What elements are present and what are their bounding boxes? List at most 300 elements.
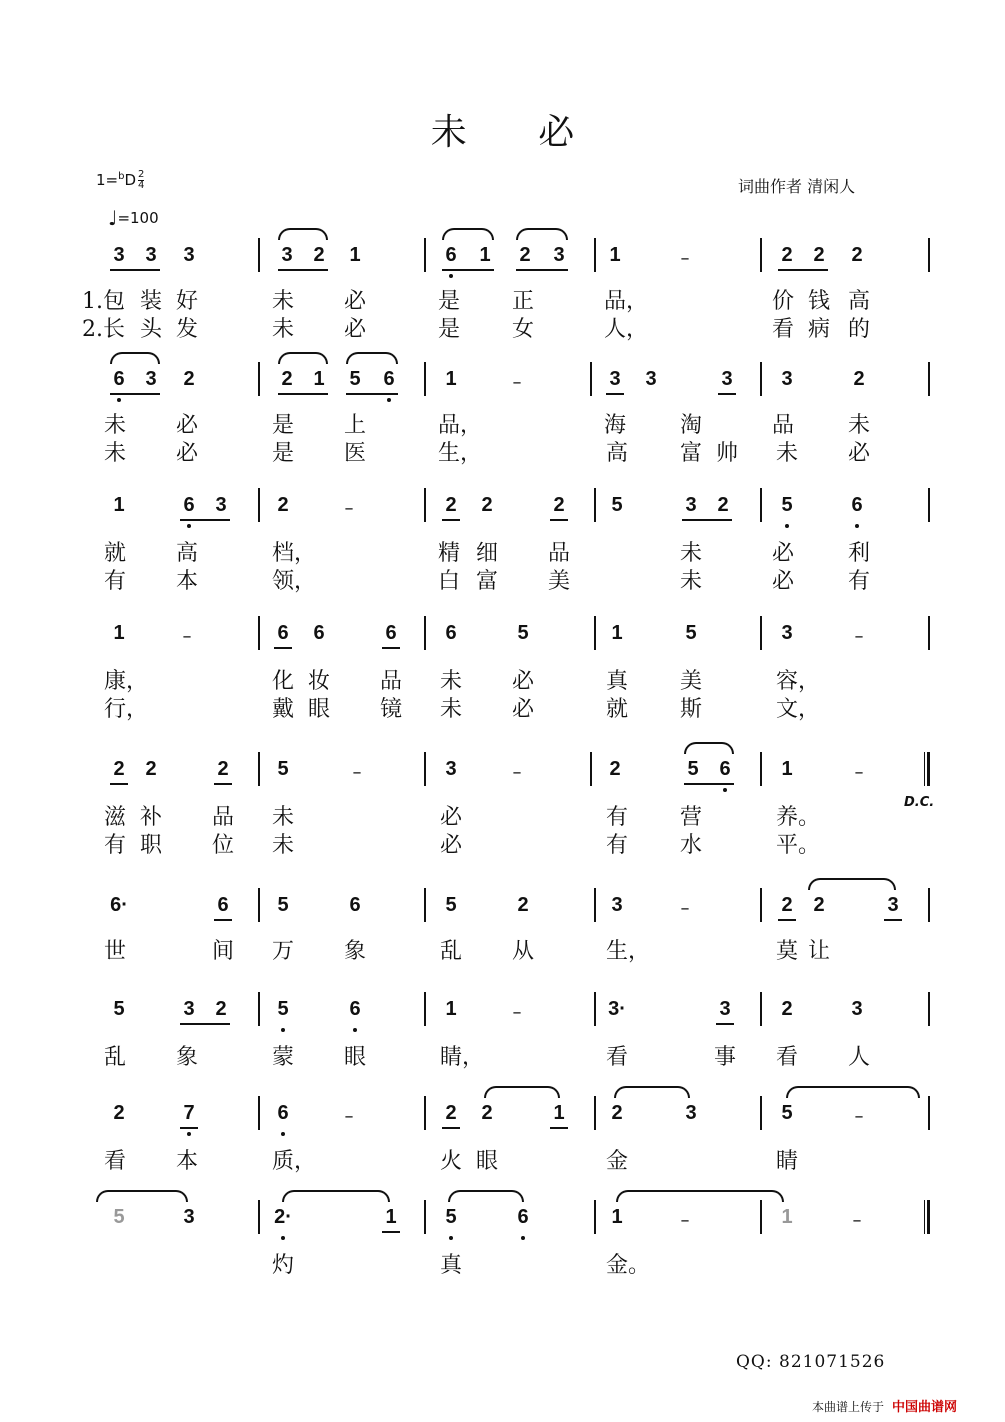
- bar-line: [594, 616, 596, 650]
- note: 2: [781, 894, 793, 916]
- sustain-dash: –: [680, 1210, 690, 1231]
- note: 6: [313, 622, 325, 644]
- bar-line: [760, 1096, 762, 1130]
- beam-underline: [110, 269, 160, 271]
- lyric-verse-1: 看: [104, 1149, 127, 1174]
- time-signature: [138, 170, 144, 191]
- beam-underline: [682, 519, 732, 521]
- lyric-verse-1: 未: [680, 541, 703, 566]
- octave-dot: [449, 1236, 453, 1240]
- bar-line: [424, 362, 426, 396]
- lyric-verse-1: 眼: [476, 1149, 499, 1174]
- lyric-verse-2: 看: [772, 317, 795, 342]
- beam-underline: [214, 919, 232, 921]
- note: 5: [781, 1102, 793, 1124]
- lyric-verse-1: 必: [344, 289, 367, 314]
- lyric-verse-1: 必: [176, 413, 199, 438]
- note: 6: [383, 368, 395, 390]
- note: 1: [781, 758, 793, 780]
- bar-line: [258, 488, 260, 522]
- note: 3·: [608, 998, 626, 1020]
- bar-line: [594, 1096, 596, 1130]
- final-bar-line: [924, 1200, 930, 1234]
- lyric-verse-1: 有: [606, 805, 629, 830]
- lyric-verse-1: 品: [212, 805, 235, 830]
- bar-line: [928, 238, 930, 272]
- lyric-verse-1: 金: [606, 1149, 629, 1174]
- note: 6: [217, 894, 229, 916]
- note: 1: [385, 1206, 397, 1228]
- key-prefix: 1=: [96, 171, 119, 189]
- note: 5: [113, 998, 125, 1020]
- lyric-verse-1: 高: [176, 541, 199, 566]
- flat-sign: b: [118, 171, 125, 182]
- note: 6: [349, 894, 361, 916]
- bar-line: [760, 488, 762, 522]
- note: 2: [813, 244, 825, 266]
- note: 2: [215, 998, 227, 1020]
- note: 6·: [110, 894, 128, 916]
- beam-underline: [180, 519, 230, 521]
- author-credit: 词曲作者 清闲人: [738, 177, 856, 196]
- lyric-verse-1: 象: [344, 939, 367, 964]
- beam-underline: [346, 393, 398, 395]
- lyric-verse-1: 价: [772, 289, 795, 314]
- note: 3: [851, 998, 863, 1020]
- note: 2: [553, 494, 565, 516]
- lyric-verse-1: 象: [176, 1045, 199, 1070]
- lyric-verse-2: 职: [140, 833, 163, 858]
- lyric-verse-1: 质，: [272, 1149, 317, 1174]
- lyric-verse-1: 细: [476, 541, 499, 566]
- note: 5: [445, 1206, 457, 1228]
- note: 1: [611, 622, 623, 644]
- bar-line: [424, 238, 426, 272]
- note: 1: [113, 622, 125, 644]
- quarter-note-icon: ♩: [108, 206, 118, 230]
- lyric-verse-1: 品: [380, 669, 403, 694]
- note: 1: [445, 998, 457, 1020]
- lyric-verse-2: 斯: [680, 697, 703, 722]
- note: 3: [445, 758, 457, 780]
- lyric-verse-1: 是: [272, 413, 295, 438]
- note: 3: [719, 998, 731, 1020]
- lyric-verse-2: 未: [440, 697, 463, 722]
- lyric-verse-2: 必: [848, 441, 871, 466]
- lyric-verse-2: 有: [104, 569, 127, 594]
- lyric-verse-1: 1.包: [82, 289, 125, 314]
- lyric-verse-2: 的: [848, 317, 871, 342]
- time-top: 2: [138, 169, 145, 180]
- note: 2: [281, 368, 293, 390]
- slur-arc: [110, 352, 160, 364]
- note: 5: [445, 894, 457, 916]
- lyric-verse-1: 火: [440, 1149, 463, 1174]
- bar-line: [760, 888, 762, 922]
- beam-underline: [180, 1127, 198, 1129]
- note: 5: [113, 1206, 125, 1228]
- beam-underline: [274, 647, 292, 649]
- lyric-verse-2: 本: [176, 569, 199, 594]
- note: 2: [517, 894, 529, 916]
- lyric-verse-2: 有: [104, 833, 127, 858]
- note: 2: [481, 1102, 493, 1124]
- final-bar-line: [924, 752, 930, 786]
- bar-line: [594, 992, 596, 1026]
- bar-line: [928, 488, 930, 522]
- note: 2: [277, 494, 289, 516]
- lyric-verse-2: 富: [476, 569, 499, 594]
- lyric-verse-2: 人，: [604, 317, 649, 342]
- lyric-verse-1: 真: [440, 1253, 463, 1278]
- note: 6: [445, 244, 457, 266]
- note: 7: [183, 1102, 195, 1124]
- lyric-verse-2: 女: [512, 317, 535, 342]
- lyric-verse-1: 妆: [308, 669, 331, 694]
- sustain-dash: –: [344, 498, 354, 519]
- bar-line: [594, 488, 596, 522]
- beam-underline: [684, 783, 734, 785]
- beam-underline: [606, 393, 624, 395]
- tempo-marking: [108, 204, 159, 228]
- lyric-verse-1: 品，: [438, 413, 483, 438]
- note: 2: [183, 368, 195, 390]
- slur-arc: [448, 1190, 524, 1202]
- lyric-verse-1: 装: [140, 289, 163, 314]
- bar-line: [258, 1200, 260, 1234]
- octave-dot: [281, 1236, 285, 1240]
- lyric-verse-1: 化: [272, 669, 295, 694]
- bar-line: [590, 362, 592, 396]
- note: 5: [277, 894, 289, 916]
- note: 2·: [274, 1206, 292, 1228]
- octave-dot: [281, 1028, 285, 1032]
- bar-line: [258, 752, 260, 786]
- lyric-verse-1: 世: [104, 939, 127, 964]
- bar-line: [258, 992, 260, 1026]
- lyric-verse-2: 高: [606, 441, 629, 466]
- note: 3: [145, 244, 157, 266]
- bar-line: [760, 362, 762, 396]
- note: 6: [385, 622, 397, 644]
- note: 6: [277, 622, 289, 644]
- sustain-dash: –: [854, 626, 864, 647]
- lyric-verse-1: 金。: [606, 1253, 651, 1278]
- lyric-verse-1: 就: [104, 541, 127, 566]
- bar-line: [760, 1200, 762, 1234]
- bar-line: [258, 888, 260, 922]
- note: 1: [113, 494, 125, 516]
- lyric-verse-1: 人: [848, 1045, 871, 1070]
- lyric-verse-1: 钱: [808, 289, 831, 314]
- bar-line: [424, 888, 426, 922]
- note: 1: [445, 368, 457, 390]
- lyric-verse-2: 必: [344, 317, 367, 342]
- lyric-verse-1: 事: [714, 1045, 737, 1070]
- lyric-verse-1: 间: [212, 939, 235, 964]
- bar-line: [258, 362, 260, 396]
- lyric-verse-2: 行，: [104, 697, 149, 722]
- lyric-verse-1: 看: [606, 1045, 629, 1070]
- da-capo-marking: D.C.: [904, 795, 935, 810]
- bar-line: [928, 616, 930, 650]
- bar-line: [760, 616, 762, 650]
- beam-underline: [442, 1127, 460, 1129]
- lyric-verse-1: 从: [512, 939, 535, 964]
- lyric-verse-2: 未: [272, 317, 295, 342]
- octave-dot: [387, 398, 391, 402]
- note: 3: [645, 368, 657, 390]
- note: 6: [113, 368, 125, 390]
- note: 2: [781, 244, 793, 266]
- note: 5: [277, 998, 289, 1020]
- lyric-verse-1: 精: [438, 541, 461, 566]
- note: 1: [479, 244, 491, 266]
- beam-underline: [278, 269, 328, 271]
- qq-contact: QQ: 821071526: [736, 1352, 886, 1372]
- note: 2: [717, 494, 729, 516]
- beam-underline: [442, 519, 460, 521]
- note: 6: [445, 622, 457, 644]
- beam-underline: [180, 1023, 230, 1025]
- bar-line: [928, 362, 930, 396]
- sustain-dash: –: [512, 372, 522, 393]
- note: 2: [217, 758, 229, 780]
- slur-arc: [484, 1086, 560, 1098]
- slur-arc: [96, 1190, 188, 1202]
- lyric-verse-1: 睛，: [440, 1045, 485, 1070]
- note: 3: [215, 494, 227, 516]
- lyric-verse-2: 水: [680, 833, 703, 858]
- note: 3: [611, 894, 623, 916]
- lyric-verse-1: 必: [512, 669, 535, 694]
- lyric-verse-2: 未: [776, 441, 799, 466]
- note: 6: [851, 494, 863, 516]
- bar-line: [760, 752, 762, 786]
- lyric-verse-1: 补: [140, 805, 163, 830]
- lyric-verse-2: 医: [344, 441, 367, 466]
- note: 5: [685, 622, 697, 644]
- note: 3: [609, 368, 621, 390]
- octave-dot: [723, 788, 727, 792]
- lyric-verse-2: 文，: [776, 697, 821, 722]
- note: 3: [781, 368, 793, 390]
- lyric-verse-2: 就: [606, 697, 629, 722]
- octave-dot: [521, 1236, 525, 1240]
- note: 3: [781, 622, 793, 644]
- bar-line: [424, 992, 426, 1026]
- lyric-verse-1: 是: [438, 289, 461, 314]
- bar-line: [594, 1200, 596, 1234]
- octave-dot: [187, 1132, 191, 1136]
- beam-underline: [778, 919, 796, 921]
- note: 2: [609, 758, 621, 780]
- bar-line: [258, 616, 260, 650]
- lyric-verse-1: 康，: [104, 669, 149, 694]
- bar-line: [594, 238, 596, 272]
- note: 2: [113, 758, 125, 780]
- bar-line: [424, 488, 426, 522]
- lyric-verse-1: 淘: [680, 413, 703, 438]
- note: 1: [611, 1206, 623, 1228]
- lyric-verse-1: 未: [272, 805, 295, 830]
- bar-line: [590, 752, 592, 786]
- slur-arc: [516, 228, 568, 240]
- lyric-verse-2: 头: [140, 317, 163, 342]
- bar-line: [760, 992, 762, 1026]
- lyric-verse-1: 养。: [776, 805, 821, 830]
- lyric-verse-1: 让: [808, 939, 831, 964]
- lyric-verse-1: 品: [548, 541, 571, 566]
- lyric-verse-1: 蒙: [272, 1045, 295, 1070]
- beam-underline: [382, 647, 400, 649]
- note: 2: [445, 494, 457, 516]
- note: 2: [519, 244, 531, 266]
- sustain-dash: –: [512, 762, 522, 783]
- lyric-verse-2: 发: [176, 317, 199, 342]
- lyric-verse-1: 生，: [606, 939, 651, 964]
- note: 2: [113, 1102, 125, 1124]
- octave-dot: [785, 524, 789, 528]
- slur-arc: [346, 352, 398, 364]
- sustain-dash: –: [680, 248, 690, 269]
- lyric-verse-1: 海: [604, 413, 627, 438]
- lyric-verse-1: 万: [272, 939, 295, 964]
- note: 5: [781, 494, 793, 516]
- beam-underline: [278, 393, 328, 395]
- key-signature: [96, 170, 144, 191]
- beam-underline: [884, 919, 902, 921]
- beam-underline: [382, 1231, 400, 1233]
- octave-dot: [117, 398, 121, 402]
- lyric-verse-2: 富: [680, 441, 703, 466]
- sustain-dash: –: [512, 1002, 522, 1023]
- beam-underline: [716, 1023, 734, 1025]
- site-logo: 中国曲谱网: [892, 1400, 958, 1415]
- lyric-verse-2: 必: [176, 441, 199, 466]
- lyric-verse-2: 有: [848, 569, 871, 594]
- bar-line: [424, 1096, 426, 1130]
- lyric-verse-2: 2.长: [82, 317, 125, 342]
- lyric-verse-1: 正: [512, 289, 535, 314]
- note: 2: [853, 368, 865, 390]
- note: 6: [277, 1102, 289, 1124]
- sustain-dash: –: [680, 898, 690, 919]
- slur-arc: [278, 228, 328, 240]
- lyric-verse-2: 必: [772, 569, 795, 594]
- lyric-verse-1: 乱: [440, 939, 463, 964]
- lyric-verse-2: 病: [808, 317, 831, 342]
- note: 3: [553, 244, 565, 266]
- lyric-verse-2: 领，: [272, 569, 317, 594]
- bar-line: [928, 992, 930, 1026]
- beam-underline: [516, 269, 568, 271]
- lyric-verse-2: 未: [272, 833, 295, 858]
- lyric-verse-1: 品: [772, 413, 795, 438]
- lyric-verse-2: 生，: [438, 441, 483, 466]
- beam-underline: [110, 783, 128, 785]
- note: 2: [781, 998, 793, 1020]
- lyric-verse-1: 未: [104, 413, 127, 438]
- bar-line: [258, 1096, 260, 1130]
- lyric-verse-2: 是: [272, 441, 295, 466]
- note: 2: [445, 1102, 457, 1124]
- slur-arc: [282, 1190, 390, 1202]
- note: 2: [145, 758, 157, 780]
- sustain-dash: –: [352, 762, 362, 783]
- note: 6: [183, 494, 195, 516]
- bar-line: [760, 238, 762, 272]
- lyric-verse-2: 未: [104, 441, 127, 466]
- octave-dot: [353, 1028, 357, 1032]
- note: 6: [349, 998, 361, 1020]
- bar-line: [424, 752, 426, 786]
- note: 3: [183, 998, 195, 1020]
- lyric-verse-1: 利: [848, 541, 871, 566]
- note: 1: [609, 244, 621, 266]
- sustain-dash: –: [344, 1106, 354, 1127]
- note: 3: [721, 368, 733, 390]
- lyric-verse-1: 睛: [776, 1149, 799, 1174]
- lyric-verse-1: 莫: [776, 939, 799, 964]
- slur-arc: [684, 742, 734, 754]
- slur-arc: [278, 352, 328, 364]
- bar-line: [928, 888, 930, 922]
- slur-arc: [808, 878, 896, 890]
- note: 6: [517, 1206, 529, 1228]
- lyric-verse-1: 滋: [104, 805, 127, 830]
- note: 5: [517, 622, 529, 644]
- beam-underline: [214, 783, 232, 785]
- note: 6: [719, 758, 731, 780]
- note: 2: [851, 244, 863, 266]
- lyric-verse-1: 未: [272, 289, 295, 314]
- bar-line: [424, 1200, 426, 1234]
- lyric-verse-1: 营: [680, 805, 703, 830]
- lyric-verse-2: 有: [606, 833, 629, 858]
- beam-underline: [550, 519, 568, 521]
- note: 3: [183, 1206, 195, 1228]
- lyric-verse-2: 眼: [308, 697, 331, 722]
- note: 2: [813, 894, 825, 916]
- beam-underline: [110, 393, 160, 395]
- lyric-verse-1: 高: [848, 289, 871, 314]
- time-bottom: 4: [138, 180, 145, 191]
- lyric-verse-1: 看: [776, 1045, 799, 1070]
- beam-underline: [718, 393, 736, 395]
- beam-underline: [442, 269, 494, 271]
- sustain-dash: –: [182, 626, 192, 647]
- key-note: D: [124, 171, 137, 189]
- lyric-verse-1: 品，: [604, 289, 649, 314]
- bar-line: [594, 888, 596, 922]
- lyric-verse-1: 美: [680, 669, 703, 694]
- octave-dot: [281, 1132, 285, 1136]
- lyric-verse-2: 位: [212, 833, 235, 858]
- note: 3: [281, 244, 293, 266]
- tempo-value: =100: [117, 209, 159, 227]
- lyric-verse-2: 是: [438, 317, 461, 342]
- lyric-verse-1: 眼: [344, 1045, 367, 1070]
- sustain-dash: –: [854, 1106, 864, 1127]
- note: 1: [313, 368, 325, 390]
- lyric-verse-1: 必: [440, 805, 463, 830]
- lyric-verse-1: 本: [176, 1149, 199, 1174]
- lyric-verse-2: 帅: [716, 441, 739, 466]
- upload-note: 本曲谱上传于: [812, 1400, 885, 1414]
- lyric-verse-1: 上: [344, 413, 367, 438]
- lyric-verse-1: 容，: [776, 669, 821, 694]
